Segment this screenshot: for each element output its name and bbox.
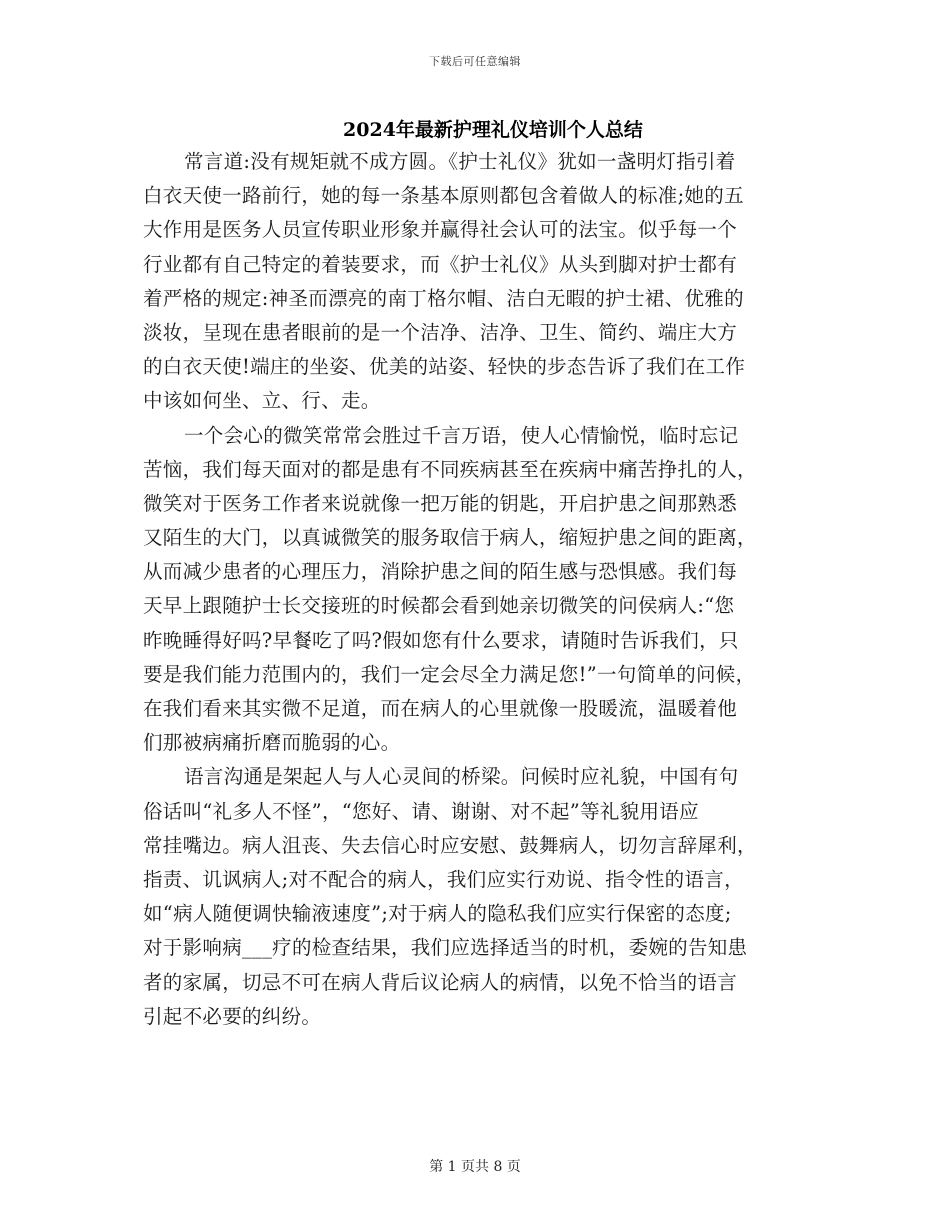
text-line: 者的家属，切忌不可在病人背后议论病人的病情，以免不恰当的语言 <box>143 970 738 994</box>
text-line: 引起不必要的纠纷。 <box>143 1004 322 1028</box>
header-note: 下载后可任意编辑 <box>429 55 521 68</box>
body-text <box>143 145 819 1034</box>
text-line: 天早上跟随护士长交接班的时候都会看到她亲切微笑的问侯病人:“您 <box>143 594 735 618</box>
text-line: 如“病人随便调快输液速度”;对于病人的隐私我们应实行保密的态度; <box>143 902 732 926</box>
text-line: 从而减少患者的心理压力，消除护患之间的陌生感与恐惧感。我们每 <box>143 560 738 584</box>
text-line: 白衣天使一路前行，她的每一条基本原则都包含着做人的标准;她的五 <box>143 184 744 208</box>
text-line: 一个会心的微笑常常会胜过千言万语，使人心情愉悦，临时忘记 <box>184 423 739 447</box>
text-line: 对于影响病___疗的检查结果，我们应选择适当的时机，委婉的告知患 <box>143 936 748 960</box>
text-line: 指责、讥讽病人;对不配合的病人，我们应实行劝说、指令性的语言， <box>143 867 744 891</box>
text-line: 着严格的规定:神圣而漂亮的南丁格尔帽、洁白无暇的护士裙、优雅的 <box>143 286 744 310</box>
text-line: 行业都有自己特定的着装要求，而《护士礼仪》从头到脚对护士都有 <box>143 252 738 276</box>
text-line: 语言沟通是架起人与人心灵间的桥梁。问候时应礼貌，中国有句 <box>184 765 739 789</box>
text-line: 要是我们能力范围内的，我们一定会尽全力满足您!”一句简单的问候， <box>143 662 756 686</box>
text-line: 们那被病痛折磨而脆弱的心。 <box>143 731 401 755</box>
text-line: 大作用是医务人员宣传职业形象并赢得社会认可的法宝。似乎每一个 <box>143 218 738 242</box>
text-line: 常挂嘴边。病人沮丧、失去信心时应安慰、鼓舞病人，切勿言辞犀利， <box>143 833 757 857</box>
text-line: 微笑对于医务工作者来说就像一把万能的钥匙，开启护患之间那熟悉 <box>143 491 738 515</box>
text-line: 昨晚睡得好吗?早餐吃了吗?假如您有什么要求，请随时告诉我们，只 <box>143 628 739 652</box>
text-line: 俗话叫“礼多人不怪”，“您好、请、谢谢、对不起”等礼貌用语应 <box>143 799 699 823</box>
text-line: 的白衣天使!端庄的坐姿、优美的站姿、轻快的步态告诉了我们在工作 <box>143 355 746 379</box>
text-line: 又陌生的大门，以真诚微笑的服务取信于病人，缩短护患之间的距离， <box>143 526 757 550</box>
page-title: 2024年最新护理礼仪培训个人总结 <box>343 119 643 141</box>
page-footer: 第 1 页共 8 页 <box>429 1159 521 1175</box>
text-line: 苦恼，我们每天面对的都是患有不同疾病甚至在疾病中痛苦挣扎的人， <box>143 457 757 481</box>
text-line: 中该如何坐、立、行、走。 <box>143 389 381 413</box>
text-line: 在我们看来其实微不足道，而在病人的心里就像一股暖流，温暖着他 <box>143 697 738 720</box>
text-line: 淡妆，呈现在患者眼前的是一个洁净、洁净、卫生、简约、端庄大方 <box>143 320 738 344</box>
text-line: 常言道:没有规矩就不成方圆。《护士礼仪》犹如一盏明灯指引着 <box>184 150 736 173</box>
